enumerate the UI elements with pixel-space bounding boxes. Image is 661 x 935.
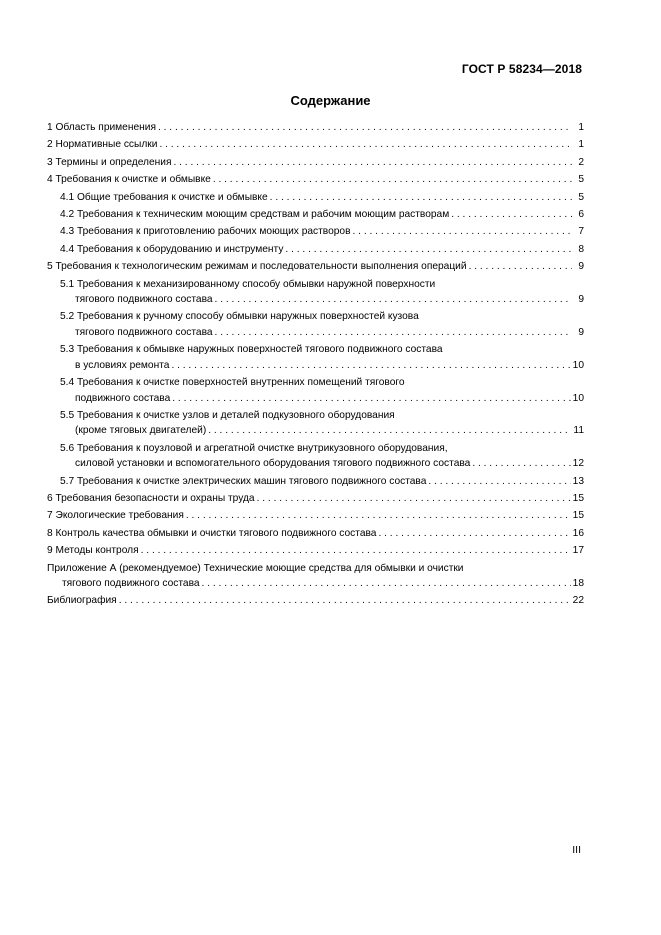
dot-leader bbox=[186, 508, 571, 523]
toc-entry-title: силовой установки и вспомогательного оборудования тягового подвижного состава bbox=[75, 458, 471, 470]
toc-entry[interactable] bbox=[47, 342, 584, 373]
toc-entry[interactable] bbox=[47, 137, 584, 152]
toc-entry-page: 16 bbox=[572, 527, 584, 539]
toc-entry-title: тягового подвижного состава bbox=[75, 326, 213, 338]
toc-entry-page: 9 bbox=[578, 326, 584, 338]
dot-leader bbox=[215, 325, 572, 340]
toc-entry-page: 8 bbox=[578, 243, 584, 255]
dot-leader bbox=[141, 543, 571, 558]
toc-entry[interactable] bbox=[47, 224, 584, 239]
toc-entry[interactable] bbox=[47, 593, 584, 608]
toc-entry-page: 5 bbox=[578, 174, 584, 186]
toc-entry-title-line: 5.6 Требования к поузловой и агрегатной очистке внутрикузовного оборудования, bbox=[60, 442, 448, 454]
toc-entry-title: 4.3 Требования к приготовлению рабочих моющих растворов bbox=[60, 226, 351, 238]
dot-leader bbox=[172, 391, 570, 406]
toc-entry[interactable] bbox=[47, 242, 584, 257]
toc-entry-page: 15 bbox=[572, 510, 584, 522]
dot-leader bbox=[173, 155, 572, 170]
toc-entry-title: 6 Требования безопасности и охраны труда bbox=[47, 492, 255, 504]
toc-entry-page: 22 bbox=[572, 595, 584, 607]
toc-entry[interactable] bbox=[47, 172, 584, 187]
toc-entry-page: 7 bbox=[578, 226, 584, 238]
toc-entry[interactable] bbox=[47, 309, 584, 340]
toc-entry-title: 4.2 Требования к техническим моющим средствам и рабочим моющим растворам bbox=[60, 209, 450, 221]
toc-entry-title-line: 5.3 Требования к обмывке наружных поверхностей тягового подвижного состава bbox=[60, 344, 443, 356]
toc-entry-title: 1 Область применения bbox=[47, 122, 156, 133]
toc-entry-title: 2 Нормативные ссылки bbox=[47, 139, 158, 151]
toc-entry-title-line: Приложение А (рекомендуемое) Технические моющие средства для обмывки и очистки bbox=[47, 562, 464, 574]
toc-entry[interactable] bbox=[47, 259, 584, 274]
dot-leader bbox=[257, 491, 571, 506]
toc-entry-title: 4.4 Требования к оборудованию и инструменту bbox=[60, 243, 284, 255]
dot-leader bbox=[378, 526, 570, 541]
toc-entry[interactable] bbox=[47, 207, 584, 222]
dot-leader bbox=[171, 358, 570, 373]
dot-leader bbox=[215, 292, 572, 307]
toc-entry-title: тягового подвижного состава bbox=[75, 294, 213, 306]
dot-leader bbox=[202, 576, 571, 591]
toc-entry[interactable] bbox=[47, 408, 584, 439]
toc-entry-page: 6 bbox=[578, 209, 584, 221]
dot-leader bbox=[208, 423, 571, 438]
toc-entry-page: 18 bbox=[572, 577, 584, 589]
dot-leader bbox=[428, 474, 570, 489]
toc-entry-title: 8 Контроль качества обмывки и очистки тягового подвижного состава bbox=[47, 527, 377, 539]
toc-entry[interactable] bbox=[47, 375, 584, 406]
toc-entry-title: (кроме тяговых двигателей) bbox=[75, 425, 207, 437]
toc-entry-title: подвижного состава bbox=[75, 392, 171, 404]
toc-entry-page: 9 bbox=[578, 261, 584, 273]
toc-entry[interactable] bbox=[47, 120, 584, 135]
toc-entry[interactable] bbox=[47, 277, 584, 308]
toc-entry[interactable] bbox=[47, 441, 584, 472]
toc-entry-title: 7 Экологические требования bbox=[47, 510, 184, 522]
dot-leader bbox=[119, 593, 571, 608]
toc-entry-title: 3 Термины и определения bbox=[47, 156, 172, 168]
toc-entry-title-line: 5.1 Требования к механизированному способу обмывки наружной поверхности bbox=[60, 278, 436, 290]
dot-leader bbox=[159, 137, 572, 152]
toc-entry-title: 5.7 Требования к очистке электрических машин тягового подвижного состава bbox=[60, 475, 427, 487]
toc-entry[interactable] bbox=[47, 561, 584, 592]
page-number: III bbox=[572, 844, 581, 856]
toc-entry[interactable] bbox=[47, 491, 584, 506]
table-of-contents bbox=[47, 120, 584, 611]
toc-entry[interactable] bbox=[47, 474, 584, 489]
toc-entry-title-line: 5.5 Требования к очистке узлов и деталей подкузовного оборудования bbox=[60, 409, 395, 421]
dot-leader bbox=[270, 190, 572, 205]
toc-entry-page: 11 bbox=[573, 425, 584, 437]
toc-entry-title: 4.1 Общие требования к очистке и обмывке bbox=[60, 191, 268, 203]
toc-entry-page: 10 bbox=[572, 392, 584, 404]
toc-entry-title: 4 Требования к очистке и обмывке bbox=[47, 174, 211, 186]
toc-entry-page: 17 bbox=[572, 545, 584, 557]
toc-entry-page: 9 bbox=[578, 294, 584, 306]
page-title: Содержание bbox=[290, 93, 371, 108]
dot-leader bbox=[451, 207, 572, 222]
toc-entry-title: тягового подвижного состава bbox=[62, 577, 200, 589]
toc-entry-title-line: 5.2 Требования к ручному способу обмывки наружных поверхностей кузова bbox=[60, 311, 419, 323]
dot-leader bbox=[285, 242, 572, 257]
dot-leader bbox=[472, 456, 570, 471]
toc-entry[interactable] bbox=[47, 526, 584, 541]
dot-leader bbox=[158, 120, 572, 135]
dot-leader bbox=[469, 259, 572, 274]
toc-entry-title-line: 5.4 Требования к очистке поверхностей внутренних помещений тягового bbox=[60, 377, 405, 389]
toc-entry[interactable] bbox=[47, 155, 584, 170]
toc-entry-title: Библиография bbox=[47, 595, 117, 607]
toc-entry-page: 13 bbox=[572, 475, 584, 487]
toc-entry-page: 10 bbox=[572, 359, 584, 371]
toc-entry-page: 12 bbox=[572, 458, 584, 470]
toc-entry-page: 1 bbox=[578, 139, 584, 151]
toc-entry-page: 15 bbox=[572, 492, 584, 504]
dot-leader bbox=[353, 224, 572, 239]
dot-leader bbox=[213, 172, 572, 187]
toc-entry-page: 1 bbox=[578, 122, 584, 133]
toc-entry[interactable] bbox=[47, 508, 584, 523]
toc-entry[interactable] bbox=[47, 190, 584, 205]
toc-entry-page: 5 bbox=[578, 191, 584, 203]
toc-entry-title: 5 Требования к технологическим режимам и последовательности выполнения операций bbox=[47, 261, 467, 273]
toc-entry-page: 2 bbox=[578, 156, 584, 168]
toc-entry-title: 9 Методы контроля bbox=[47, 545, 139, 557]
toc-entry-title: в условиях ремонта bbox=[75, 359, 170, 371]
toc-entry[interactable] bbox=[47, 543, 584, 558]
document-code: ГОСТ Р 58234—2018 bbox=[461, 62, 582, 76]
